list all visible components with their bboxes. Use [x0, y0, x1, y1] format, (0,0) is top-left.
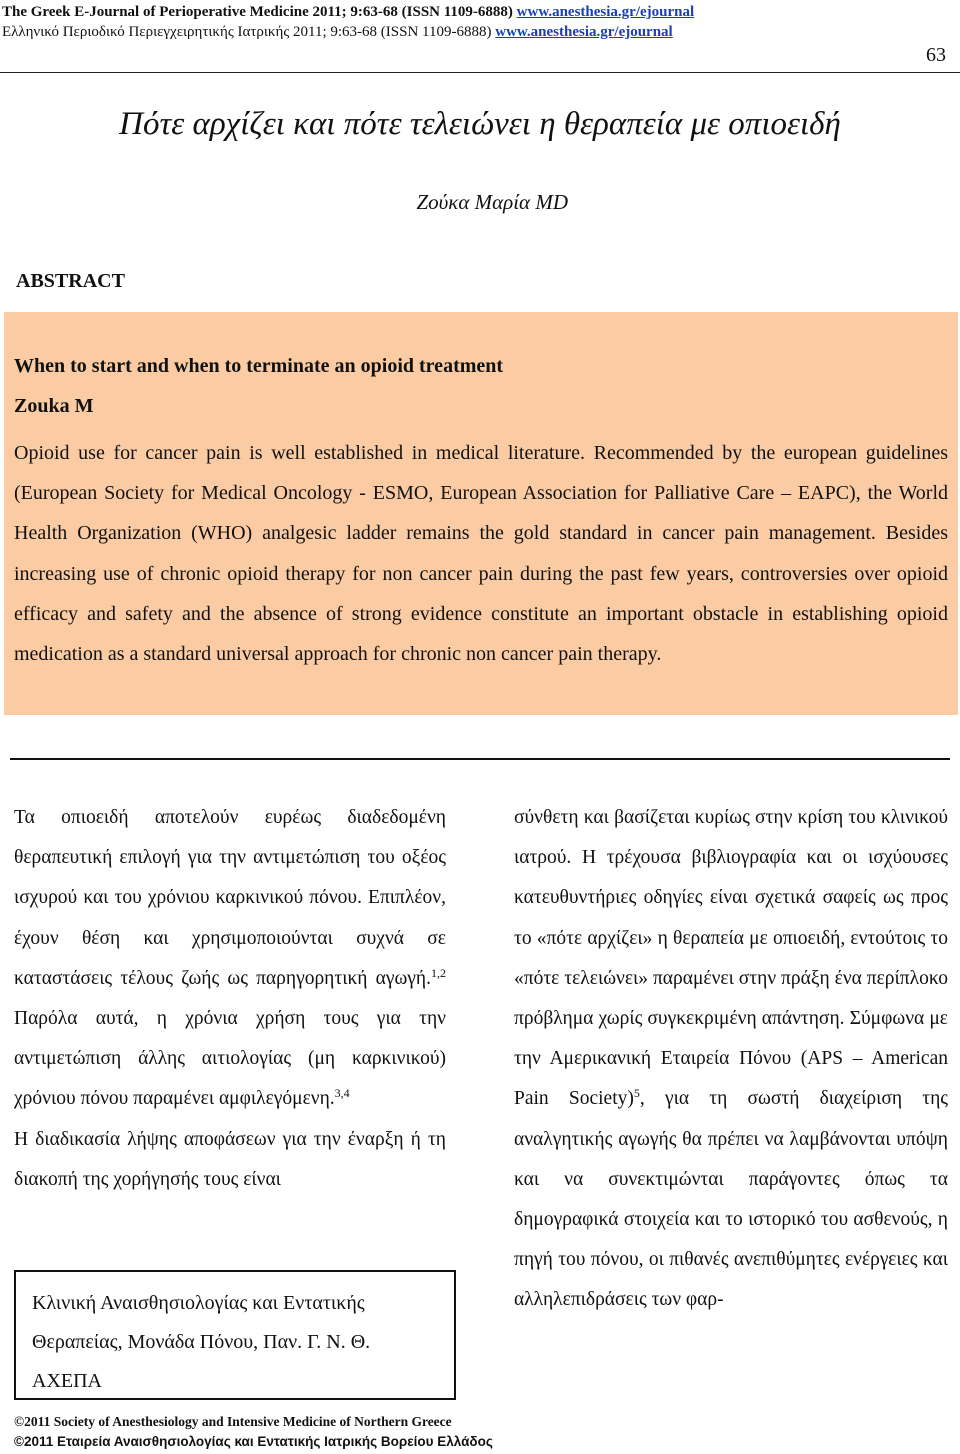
affiliation-text [32, 1284, 370, 1401]
body-text: Παρόλα αυτά, η χρόνια χρήση τους για την αντιμετώπιση άλλης αιτιολογίας (μη καρκινικού) χρόνιου πόνου παραμένει αμφιλεγόμενη. [14, 1008, 446, 1110]
journal-header-en [2, 4, 694, 21]
article-title: Πότε αρχίζει και πότε τελειώνει η θεραπεία με οπιοειδή [119, 106, 841, 142]
footer-copyright-gr: ©2011 Εταιρεία Αναισθησιολογίας και Εντατικής Ιατρικής Βορείου Ελλάδος [14, 1434, 493, 1449]
abstract-body: Opioid use for cancer pain is well established in medical literature. Recommended by the european guidelines (European Society for Medical Oncology - ESMO, European Association for Palliative Care – EAPC), the World Health Organization (WHO) analgesic ladder remains the gold standard in cancer pain management. Besides increasing use of chronic opioid therapy for non cancer pain during the past few years, controversies over opioid efficacy and safety and the absence of strong evidence constitute an important obstacle in establishing opioid medication as a standard universal approach for chronic non cancer pain therapy. [14, 442, 948, 666]
article-author: Ζούκα Μαρία MD [416, 190, 568, 214]
reference-marker: 3,4 [334, 1086, 350, 1101]
affiliation-line: Θεραπείας, Μονάδα Πόνου, Παν. Γ. Ν. Θ. [32, 1331, 371, 1353]
reference-marker: 5 [633, 1086, 640, 1101]
body-text: σύνθετη και βασίζεται κυρίως στην κρίση του κλινικού ιατρού. Η τρέχουσα βιβλιογραφία και οι ισχύουσες κατευθυντήριες οδηγίες είναι σχετικά σαφείς ως προς το «πότε αρχίζει» η θεραπεία με οπιοειδή, εντούτοις το «πότε τελειώνει» παραμένει στην πράξη ένα περίπλοκο πρόβλημα χωρίς συγκεκριμένη απάντηση. Σύμφωνα με την Αμερικανική Εταιρεία Πόνου (APS – American Pain Society) [514, 807, 948, 1110]
body-text: , για τη σωστή διαχείριση της αναλγητικής αγωγής θα πρέπει να λαμβάνονται υπόψη και να συνεκτιμώνται παράγοντες όπως τα δημογραφικά στοιχεία και το ιστορικό του ασθενούς, η πηγή του πόνου, οι πιθανές ανεπιθύμητες ενέργειες και αλληλεπιδράσεις των φαρ- [514, 1088, 948, 1311]
body-column-left [14, 798, 446, 1200]
journal-header-gr-text: Ελληνικό Περιοδικό Περιεγχειρητικής Ιατρικής 2011; 9:63-68 (ISSN 1109-6888) [2, 24, 496, 40]
abstract-title: When to start and when to terminate an opioid treatment [14, 355, 504, 377]
affiliation-line: ΑΧΕΠΑ [32, 1370, 102, 1392]
body-paragraph [14, 798, 446, 1120]
reference-marker: 1,2 [431, 965, 446, 980]
abstract-heading: ABSTRACT [16, 270, 125, 292]
page-number: 63 [926, 44, 946, 66]
body-paragraph [514, 798, 948, 1321]
affiliation-line: Κλινική Αναισθησιολογίας και Εντατικής [32, 1292, 365, 1314]
affiliation-box [14, 1270, 456, 1400]
section-divider [10, 758, 950, 760]
header-divider [0, 72, 960, 73]
body-text: Τα οπιοειδή αποτελούν ευρέως διαδεδομένη θεραπευτική επιλογή για την αντιμετώπιση του οξέος ισχυρού και του χρόνιου καρκινικού πόνου. Επιπλέον, έχουν θέση και χρησιμοποιούνται συχνά σε καταστάσεις τέλους ζωής ως παρηγορητική αγωγή. [14, 807, 446, 989]
journal-link-gr[interactable]: www.anesthesia.gr/ejournal [495, 24, 673, 40]
body-paragraph: Η διαδικασία λήψης αποφάσεων για την έναρξη ή τη διακοπή της χορήγησής τους είναι [14, 1128, 446, 1190]
journal-header-gr [2, 24, 673, 41]
body-column-right [514, 798, 948, 1321]
abstract-author: Zouka M [14, 395, 94, 417]
journal-link-en[interactable]: www.anesthesia.gr/ejournal [516, 4, 695, 20]
footer-copyright-en: ©2011 Society of Anesthesiology and Intensive Medicine of Northern Greece [14, 1414, 452, 1429]
journal-header-en-text: The Greek E-Journal of Perioperative Medicine 2011; 9:63-68 (ISSN 1109-6888) [2, 4, 517, 20]
